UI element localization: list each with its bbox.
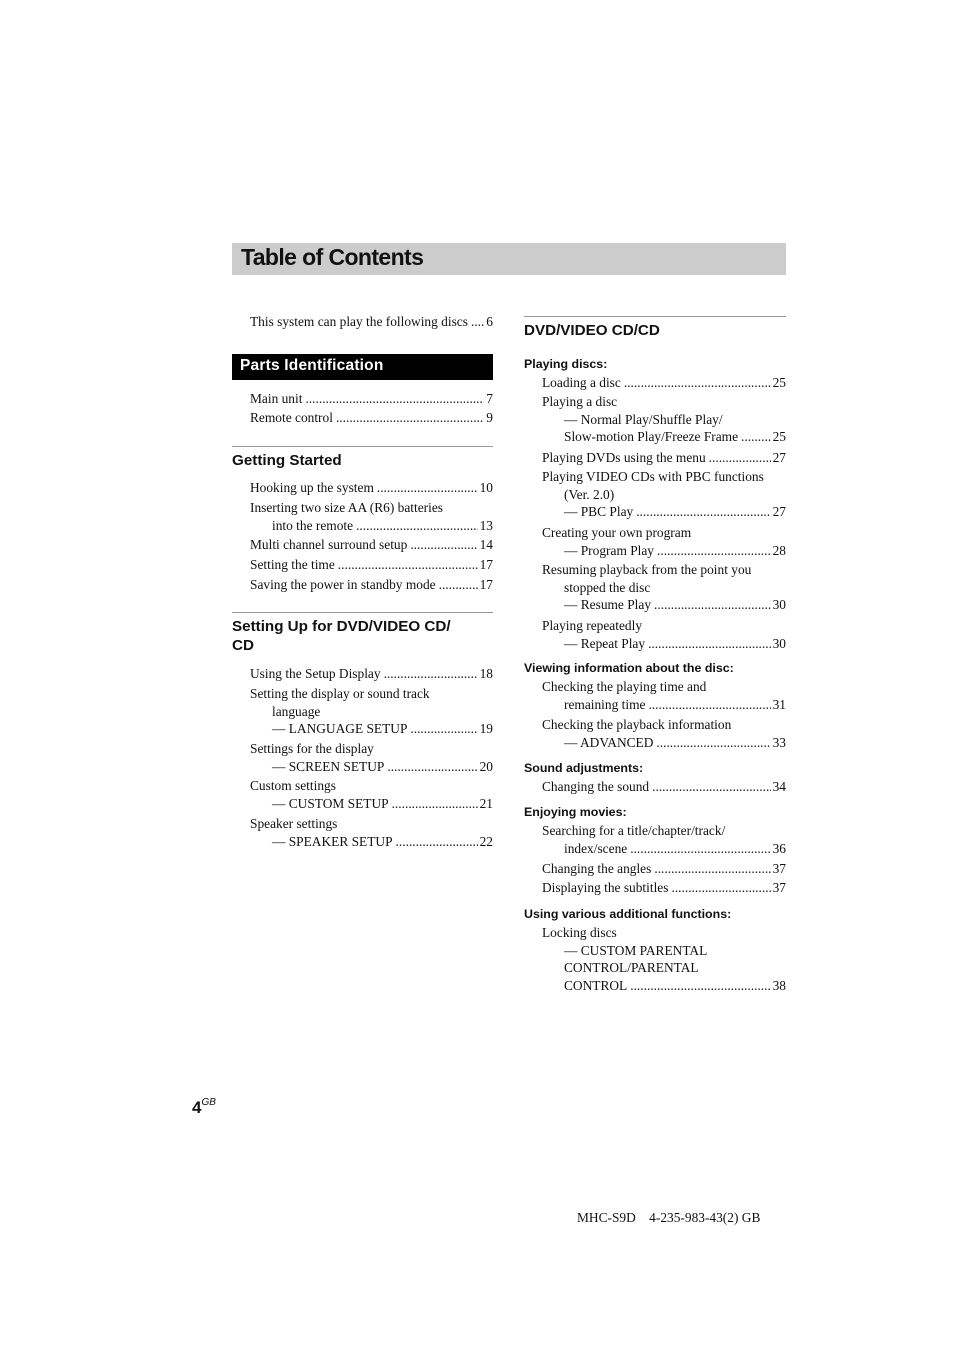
toc-entry-remote-control[interactable]: Remote control ..... 9 <box>250 409 493 427</box>
subsection-header-additional: Using various additional functions: <box>524 907 732 921</box>
toc-entry-main-unit[interactable]: Main unit ..... 7 <box>250 390 493 408</box>
toc-entry-screen-setup[interactable]: Settings for the display — SCREEN SETUP ..... 20 <box>250 740 493 775</box>
toc-entry-subtitles[interactable]: Displaying the subtitles ..... 37 <box>542 879 786 897</box>
section-header-dvd: DVD/VIDEO CD/CD <box>524 322 660 339</box>
section-header-getting-started: Getting Started <box>232 452 342 469</box>
section-divider <box>524 316 786 317</box>
toc-entry-searching[interactable]: Searching for a title/chapter/track/ index/scene ..... 36 <box>542 822 786 857</box>
toc-entry-language-setup[interactable]: Setting the display or sound track language — LANGUAGE SETUP ..... 19 <box>250 685 493 738</box>
toc-entry-advanced[interactable]: Checking the playback information — ADVANCED ..... 33 <box>542 716 786 751</box>
toc-entry-hooking-up[interactable]: Hooking up the system ..... 10 <box>250 479 493 497</box>
toc-left-column <box>232 0 493 1351</box>
page-number: $4^{GB}$ <box>192 1097 216 1117</box>
section-header-parts-identification: Parts Identification <box>232 354 493 380</box>
toc-entry-setup-display[interactable]: Using the Setup Display ..... 18 <box>250 665 493 683</box>
toc-entry-angles[interactable]: Changing the angles ..... 37 <box>542 860 786 878</box>
toc-entry-changing-sound[interactable]: Changing the sound ..... 34 <box>542 778 786 796</box>
section-divider <box>232 612 493 613</box>
toc-entry-loading-disc[interactable]: Loading a disc ..... 25 <box>542 374 786 392</box>
toc-entry-locking-discs[interactable]: Locking discs — CUSTOM PARENTAL CONTROL/PARENTAL CONTROL ..... 38 <box>542 924 786 994</box>
toc-entry-dvd-menu[interactable]: Playing DVDs using the menu ..... 27 <box>542 449 786 467</box>
page-title: Table of Contents <box>241 244 424 270</box>
toc-right-column <box>524 0 786 1351</box>
toc-entry-pbc-play[interactable]: Playing VIDEO CDs with PBC functions (Ver. 2.0) — PBC Play ..... 27 <box>542 468 786 521</box>
toc-entry-program-play[interactable]: Creating your own program — Program Play ..... 28 <box>542 524 786 559</box>
subsection-header-sound: Sound adjustments: <box>524 761 644 775</box>
toc-entry-repeat-play[interactable]: Playing repeatedly — Repeat Play ..... 30 <box>542 617 786 652</box>
toc-entry-intro[interactable]: This system can play the following discs ..... 6 <box>250 313 493 331</box>
toc-entry-custom-setup[interactable]: Custom settings — CUSTOM SETUP ..... 21 <box>250 777 493 812</box>
subsection-header-playing-discs: Playing discs: <box>524 357 608 371</box>
toc-entry-standby-power[interactable]: Saving the power in standby mode ..... 17 <box>250 576 493 594</box>
subsection-header-viewing-info: Viewing information about the disc: <box>524 661 734 675</box>
toc-entry-speaker-setup[interactable]: Speaker settings — SPEAKER SETUP ..... 22 <box>250 815 493 850</box>
toc-entry-playing-disc[interactable]: Playing a disc — Normal Play/Shuffle Play/ Slow-motion Play/Freeze Frame ..... 25 <box>542 393 786 446</box>
toc-entry-surround-setup[interactable]: Multi channel surround setup ..... 14 <box>250 536 493 554</box>
toc-entry-resume-play[interactable]: Resuming playback from the point you stopped the disc — Resume Play ..... 30 <box>542 561 786 614</box>
model-code: MHC-S9D 4-235-983-43(2) GB <box>577 1210 761 1225</box>
toc-entry-setting-time[interactable]: Setting the time ..... 17 <box>250 556 493 574</box>
subsection-header-movies: Enjoying movies: <box>524 805 627 819</box>
section-header-setup: Setting Up for DVD/VIDEO CD/ CD <box>232 618 451 654</box>
section-divider <box>232 446 493 447</box>
page-number-suffix: GB <box>201 1097 216 1109</box>
toc-entry-playing-time[interactable]: Checking the playing time and remaining time ..... 31 <box>542 678 786 713</box>
toc-entry-inserting-batteries[interactable]: Inserting two size AA (R6) batteries into the remote ..... 13 <box>250 499 493 534</box>
